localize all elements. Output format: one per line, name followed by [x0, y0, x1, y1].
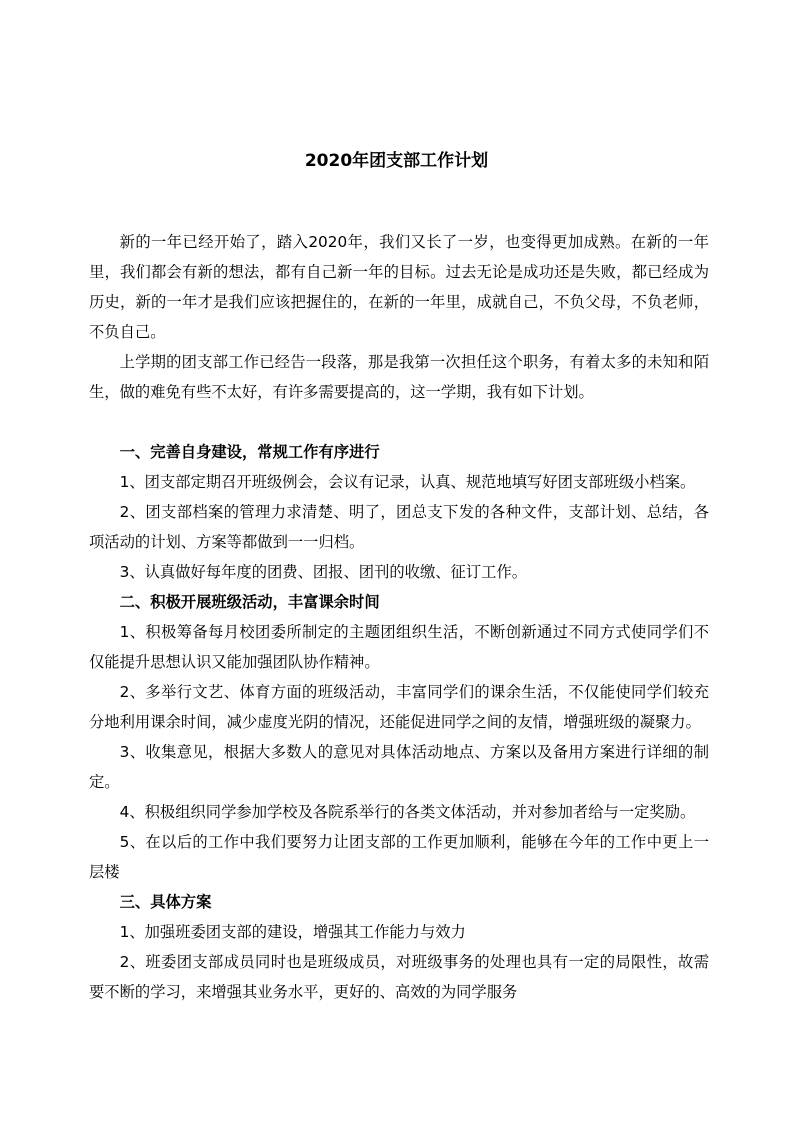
section-heading: 一、完善自身建设，常规工作有序进行: [119, 443, 380, 461]
section-item: 5、在以后的工作中我们要努力让团支部的工作更加顺利，能够在今年的工作中更上一层楼: [89, 833, 709, 881]
intro-paragraph: 上学期的团支部工作已经告一段落，那是我第一次担任这个职务，有着太多的未知和陌生，做的难免有些不太好，有许多需要提高的，这一学期，我有如下计划。: [89, 353, 709, 401]
section-item: 2、多举行文艺、体育方面的班级活动，丰富同学们的课余生活，不仅能使同学们较充分地利用课余时间，减少虚度光阴的情况，还能促进同学之间的友情，增强班级的凝聚力。: [89, 683, 709, 731]
section-item: 1、团支部定期召开班级例会，会议有记录，认真、规范地填写好团支部班级小档案。: [119, 473, 696, 491]
section-item: 3、收集意见，根据大多数人的意见对具体活动地点、方案以及备用方案进行详细的制定。: [89, 743, 709, 791]
intro-paragraph: 新的一年已经开始了，踏入2020年，我们又长了一岁，也变得更加成熟。在新的一年里，我们都会有新的想法，都有自己新一年的目标。过去无论是成功还是失败，都已经成为历史，新的一年才是我们应该把握住的，在新的一年里，成就自己，不负父母，不负老师，不负自己。: [89, 233, 709, 341]
section-item: 4、积极组织同学参加学校及各院系举行的各类文体活动，并对参加者给与一定奖励。: [119, 803, 696, 821]
section-item: 1、加强班委团支部的建设，增强其工作能力与效力: [119, 923, 466, 941]
section-item: 3、认真做好每年度的团费、团报、团刊的收缴、征订工作。: [119, 563, 528, 581]
section-heading: 二、积极开展班级活动，丰富课余时间: [119, 593, 380, 611]
document-body: [89, 227, 709, 1007]
section-item: 2、班委团支部成员同时也是班级成员，对班级事务的处理也具有一定的局限性，故需要不断的学习，来增强其业务水平，更好的、高效的为同学服务: [89, 953, 709, 1001]
section-item: 1、积极筹备每月校团委所制定的主题团组织生活，不断创新通过不同方式使同学们不仅能提升思想认识又能加强团队协作精神。: [89, 623, 709, 671]
section-item: 2、团支部档案的管理力求清楚、明了，团总支下发的各种文件，支部计划、总结，各项活动的计划、方案等都做到一一归档。: [89, 503, 709, 551]
document-title: 2020年团支部工作计划: [304, 151, 489, 171]
section-heading: 三、具体方案: [119, 893, 212, 911]
